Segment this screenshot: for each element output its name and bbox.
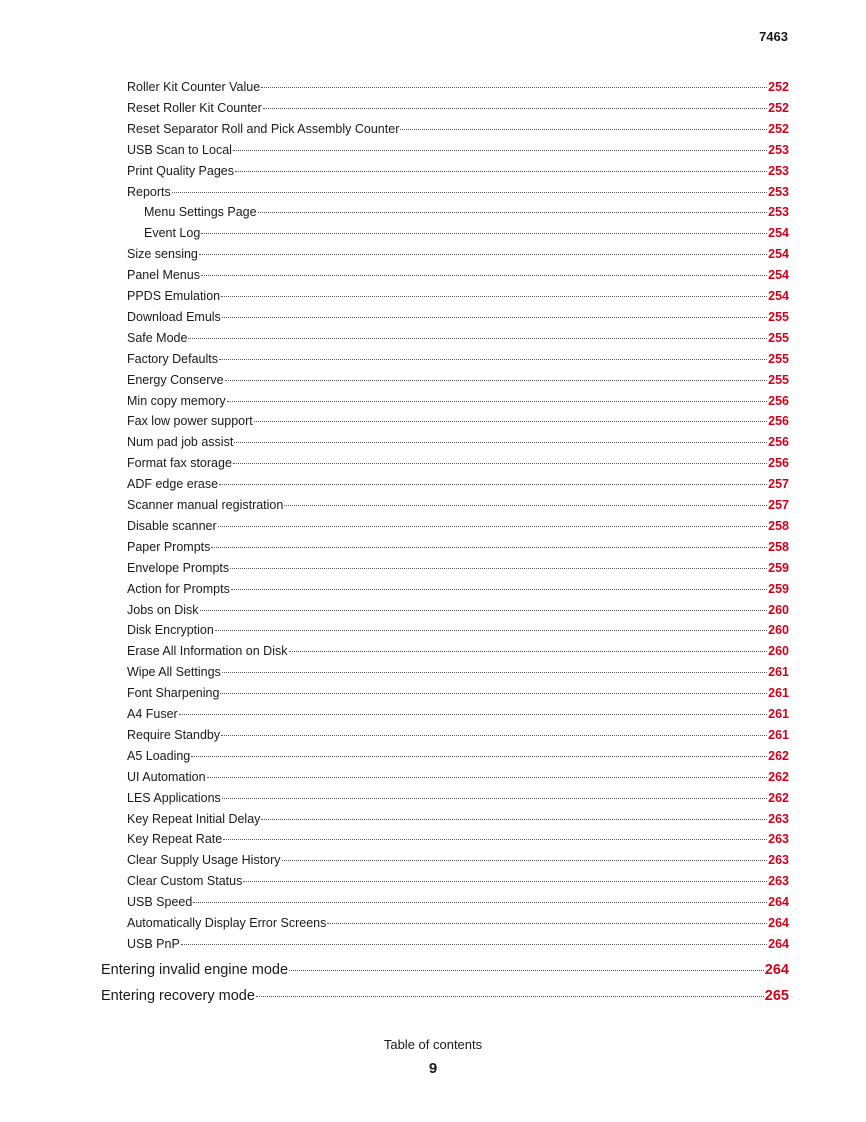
toc-page-number[interactable]: 260 [768, 623, 789, 638]
toc-page-number[interactable]: 261 [768, 707, 789, 721]
toc-page-number[interactable]: 264 [768, 916, 789, 930]
toc-entry-title: Entering invalid engine mode [101, 961, 289, 978]
dot-leader [254, 421, 767, 422]
toc-entry[interactable] [127, 77, 789, 98]
dot-leader [327, 923, 767, 924]
toc-page-number[interactable]: 256 [768, 393, 789, 408]
toc-entry[interactable] [127, 98, 789, 119]
dot-leader [261, 87, 767, 88]
toc-entry[interactable] [127, 286, 789, 307]
toc-entry-title: USB Scan to Local [127, 142, 232, 157]
dot-leader [219, 359, 767, 360]
toc-entry-title: Paper Prompts [127, 539, 211, 554]
toc-page-number[interactable]: 261 [768, 686, 789, 701]
toc-page-number[interactable]: 261 [768, 727, 789, 742]
toc-page-number[interactable]: 256 [768, 435, 789, 450]
toc-entry[interactable] [127, 474, 789, 495]
dot-leader [233, 150, 767, 151]
toc-entry[interactable] [127, 913, 789, 934]
toc-entry[interactable] [127, 579, 789, 600]
dot-leader [215, 630, 767, 631]
dot-leader [233, 463, 767, 464]
toc-page-number[interactable]: 262 [768, 748, 789, 763]
toc-entry[interactable] [127, 746, 789, 767]
dot-leader [188, 338, 767, 339]
toc-page-number[interactable]: 255 [768, 351, 789, 366]
dot-leader [191, 756, 767, 757]
toc-entry-title: PPDS Emulation [127, 289, 221, 303]
toc-page-number[interactable]: 257 [768, 477, 789, 492]
toc-entry[interactable] [127, 850, 789, 871]
toc-entry-title: Automatically Display Error Screens [127, 916, 327, 930]
toc-entry-title: LES Applications [127, 790, 221, 805]
dot-leader [193, 902, 767, 903]
toc-entry-title: USB Speed [127, 895, 193, 910]
toc-entry[interactable] [127, 829, 789, 850]
dot-leader [289, 970, 764, 971]
dot-leader [181, 944, 767, 945]
dot-leader [211, 547, 767, 548]
toc-page-number[interactable]: 258 [768, 539, 789, 554]
toc-entry-title: Print Quality Pages [127, 163, 234, 178]
toc-entry[interactable] [144, 202, 789, 223]
toc-entry[interactable] [144, 223, 789, 244]
toc-page-number[interactable]: 260 [768, 644, 789, 659]
dot-leader [261, 819, 767, 820]
dot-leader [223, 839, 767, 840]
toc-entry-title: Key Repeat Initial Delay [127, 811, 261, 826]
dot-leader [235, 171, 767, 172]
footer-label: Table of contents [383, 1037, 483, 1052]
toc-entry-title: Size sensing [127, 247, 198, 262]
toc-entry-title: Event Log [144, 226, 201, 241]
toc-entry-title: Wipe All Settings [127, 665, 221, 680]
toc-entry[interactable] [127, 328, 789, 349]
toc-page-number[interactable]: 256 [768, 414, 789, 429]
toc-entry[interactable] [127, 453, 789, 474]
toc-entry[interactable] [127, 537, 789, 558]
toc-entry-title: Reports [127, 184, 171, 199]
dot-leader [222, 798, 767, 799]
toc-entry-title: Jobs on Disk [127, 602, 199, 617]
toc-page-number[interactable]: 256 [768, 456, 789, 471]
toc-entry[interactable] [127, 349, 789, 370]
toc-entry-title: Panel Menus [127, 268, 200, 283]
dot-leader [227, 401, 768, 402]
toc-page-number[interactable]: 254 [768, 247, 789, 262]
toc-entry[interactable] [127, 934, 789, 955]
dot-leader [218, 526, 768, 527]
toc-page-number[interactable]: 253 [768, 163, 789, 178]
dot-leader [222, 317, 767, 318]
toc-entry-title: Factory Defaults [127, 351, 219, 366]
toc-page-number[interactable]: 264 [768, 895, 789, 910]
toc-entry[interactable] [127, 767, 789, 788]
dot-leader [221, 735, 767, 736]
toc-entry-title: Reset Roller Kit Counter [127, 100, 262, 115]
toc-entry[interactable] [127, 411, 789, 432]
document-code: 7463 [759, 29, 788, 44]
dot-leader [263, 108, 767, 109]
dot-leader [179, 714, 767, 715]
toc-entry[interactable] [127, 307, 789, 328]
toc-entry[interactable] [127, 704, 789, 725]
toc-entry-title: Action for Prompts [127, 581, 230, 596]
toc-entry-title: Reset Separator Roll and Pick Assembly Counter [127, 121, 400, 136]
toc-entry-title: A5 Loading [127, 748, 191, 763]
toc-entry[interactable] [127, 516, 789, 537]
toc-page-number[interactable]: 264 [768, 936, 789, 951]
toc-page-number[interactable]: 254 [768, 268, 789, 283]
dot-leader [207, 777, 768, 778]
dot-leader [230, 568, 767, 569]
toc-page-number[interactable]: 263 [768, 832, 789, 847]
toc-entry-title: Menu Settings Page [144, 205, 257, 220]
dot-leader [219, 484, 767, 485]
dot-leader [222, 672, 767, 673]
toc-entry[interactable] [127, 244, 789, 265]
toc-entry-title: ADF edge erase [127, 477, 219, 492]
toc-entry[interactable] [127, 182, 789, 203]
toc-entry-title: A4 Fuser [127, 707, 178, 721]
toc-entry[interactable] [127, 119, 789, 140]
toc-entry[interactable] [127, 558, 789, 579]
toc-page-number[interactable]: 264 [764, 961, 789, 978]
toc-chapter-entry[interactable] [101, 957, 789, 983]
toc-entry[interactable] [127, 391, 789, 412]
toc-page-number[interactable]: 253 [768, 142, 789, 157]
toc-entry-title: Fax low power support [127, 414, 253, 429]
toc-entry[interactable] [127, 788, 789, 809]
dot-leader [225, 380, 768, 381]
toc-page-number[interactable]: 263 [768, 874, 789, 889]
toc-entry-title: Envelope Prompts [127, 560, 230, 575]
toc-page-number[interactable]: 257 [768, 498, 789, 512]
toc-page-number[interactable]: 258 [768, 518, 789, 533]
toc-entry[interactable] [127, 725, 789, 746]
toc-page-number[interactable]: 262 [768, 769, 789, 784]
toc-entry-title: Entering recovery mode [101, 987, 255, 1004]
toc-page-number[interactable]: 252 [768, 121, 789, 136]
toc-entry-title: Min copy memory [127, 393, 226, 408]
toc-page-number[interactable]: 260 [768, 602, 789, 617]
dot-leader [201, 275, 767, 276]
dot-leader [289, 651, 768, 652]
toc-entry[interactable] [127, 641, 789, 662]
toc-page-number[interactable]: 253 [768, 184, 789, 199]
toc-entry[interactable] [127, 432, 789, 453]
toc-page-number[interactable]: 259 [768, 581, 789, 596]
dot-leader [200, 610, 768, 611]
toc-entry[interactable] [127, 495, 789, 516]
toc-page-number[interactable]: 261 [768, 665, 789, 680]
toc-entry-title: Clear Supply Usage History [127, 853, 281, 868]
dot-leader [220, 693, 767, 694]
toc-entry-title: Scanner manual registration [127, 498, 284, 512]
toc-entry-title: USB PnP [127, 936, 180, 951]
toc-entry[interactable] [127, 892, 789, 913]
dot-leader [201, 233, 767, 234]
toc-page-number[interactable]: 255 [768, 309, 789, 324]
toc-entry-title: Font Sharpening [127, 686, 220, 701]
toc-page-number[interactable]: 265 [764, 987, 789, 1004]
toc-page-number[interactable]: 255 [768, 330, 789, 345]
toc-entry[interactable] [127, 161, 789, 182]
dot-leader [243, 881, 767, 882]
toc-entry-title: Download Emuls [127, 309, 221, 324]
toc-entry[interactable] [127, 683, 789, 704]
toc-entry[interactable] [127, 370, 789, 391]
dot-leader [284, 505, 767, 506]
toc-entry-title: Require Standby [127, 727, 221, 742]
toc-page-number[interactable]: 262 [768, 790, 789, 805]
dot-leader [172, 192, 767, 193]
dot-leader [199, 254, 767, 255]
toc-entry-title: Erase All Information on Disk [127, 644, 288, 659]
dot-leader [256, 996, 764, 997]
toc-page-number[interactable]: 254 [768, 289, 789, 303]
toc-page-number[interactable]: 253 [768, 205, 789, 220]
toc-entry-title: Roller Kit Counter Value [127, 80, 261, 94]
toc-page-number[interactable]: 254 [768, 226, 789, 241]
toc-entry[interactable] [127, 620, 789, 641]
toc-entry[interactable] [127, 871, 789, 892]
toc-entry-title: UI Automation [127, 769, 206, 784]
toc-entry-title: Clear Custom Status [127, 874, 243, 889]
toc-entry-title: Disable scanner [127, 518, 217, 533]
dot-leader [282, 860, 768, 861]
toc-entry-title: Safe Mode [127, 330, 188, 345]
footer-page-number: 9 [428, 1060, 438, 1077]
toc-page-number[interactable]: 263 [768, 853, 789, 868]
toc-entry[interactable] [127, 600, 789, 621]
toc-page-number[interactable]: 263 [768, 811, 789, 826]
dot-leader [258, 212, 768, 213]
toc-entry-title: Disk Encryption [127, 623, 214, 638]
dot-leader [234, 442, 767, 443]
toc-chapter-entry[interactable] [101, 983, 789, 1009]
toc-page-number[interactable]: 255 [768, 372, 789, 387]
toc-entry-title: Format fax storage [127, 456, 232, 471]
toc-entry-title: Num pad job assist [127, 435, 234, 450]
toc-entry[interactable] [127, 662, 789, 683]
toc-page-number[interactable]: 252 [768, 100, 789, 115]
dot-leader [400, 129, 767, 130]
toc-entry[interactable] [127, 265, 789, 286]
toc-entry-title: Energy Conserve [127, 372, 224, 387]
toc-page-number[interactable]: 259 [768, 560, 789, 575]
dot-leader [231, 589, 767, 590]
toc-entry[interactable] [127, 140, 789, 161]
toc-page-number[interactable]: 252 [768, 80, 789, 94]
toc-entry-title: Key Repeat Rate [127, 832, 223, 847]
dot-leader [221, 296, 767, 297]
toc-entry[interactable] [127, 809, 789, 830]
